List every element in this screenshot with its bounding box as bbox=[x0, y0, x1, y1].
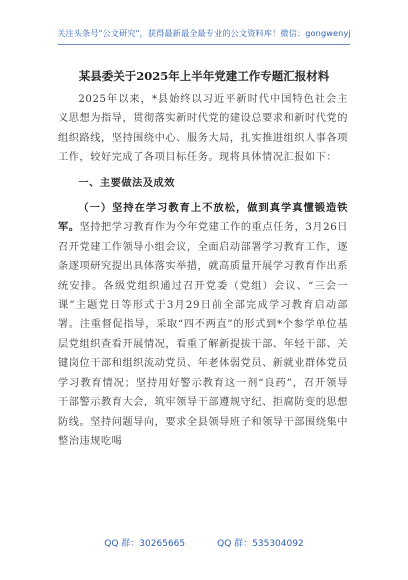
header-divider bbox=[58, 44, 350, 45]
footer-contact bbox=[0, 536, 408, 549]
qq-group-1: QQ 群：30265665 bbox=[104, 539, 186, 549]
qq-group-2: QQ 群：535304092 bbox=[217, 539, 304, 549]
document-title: 某县委关于2025年上半年党建工作专题汇报材料 bbox=[78, 69, 330, 83]
header-banner: 关注头条号"公文研究"，获得最新最全最专业的公文资料库！微信：gongwenyj bbox=[57, 28, 351, 38]
paragraph-text: 坚持把学习教育作为今年党建工作的重点任务，3月26日召开党建工作领导小组会议，全面启动部署学习教育工作，逐条逐项研究提出具体落实举措，就高质量开展学习教育作出系统安排。各级党组织通过召开党委（党组）会议、“三会一课”主题党日等形式于3月29日前全部完成学习教育启动部署。注重督促指导，采取“四不两直”的形式到*个参学单位基层党组织查看开展情况，看重了解新提拔干部、年轻干部、关键岗位干部和组织流动党员、年老体弱党员、新就业群体党员学习教育情况；坚持用好警示教育这一剂“良药”，召开领导干部警示教育大会，筑牢领导干部遵规守纪、拒腐防变的思想防线。坚持问题导向，要求全县领导班子和领导干部围绕集中整治违规吃喝 bbox=[58, 222, 348, 447]
section-heading: 一、主要做法及成效 bbox=[78, 176, 176, 189]
document-body bbox=[58, 90, 348, 451]
subsection-heading: （一）坚持在学习教育上不放松，做到真学真懂锻造铁军。 bbox=[58, 202, 348, 234]
body-paragraph bbox=[58, 199, 348, 451]
intro-paragraph: 2025年以来，*县始终以习近平新时代中国特色社会主义思想为指导，贯彻落实新时代党的建设总要求和新时代党的组织路线，坚持围绕中心、服务大局，扎实推进组织人事各项工作，较好完成了各项目标任务。现将具体情况汇报如下： bbox=[58, 94, 348, 164]
